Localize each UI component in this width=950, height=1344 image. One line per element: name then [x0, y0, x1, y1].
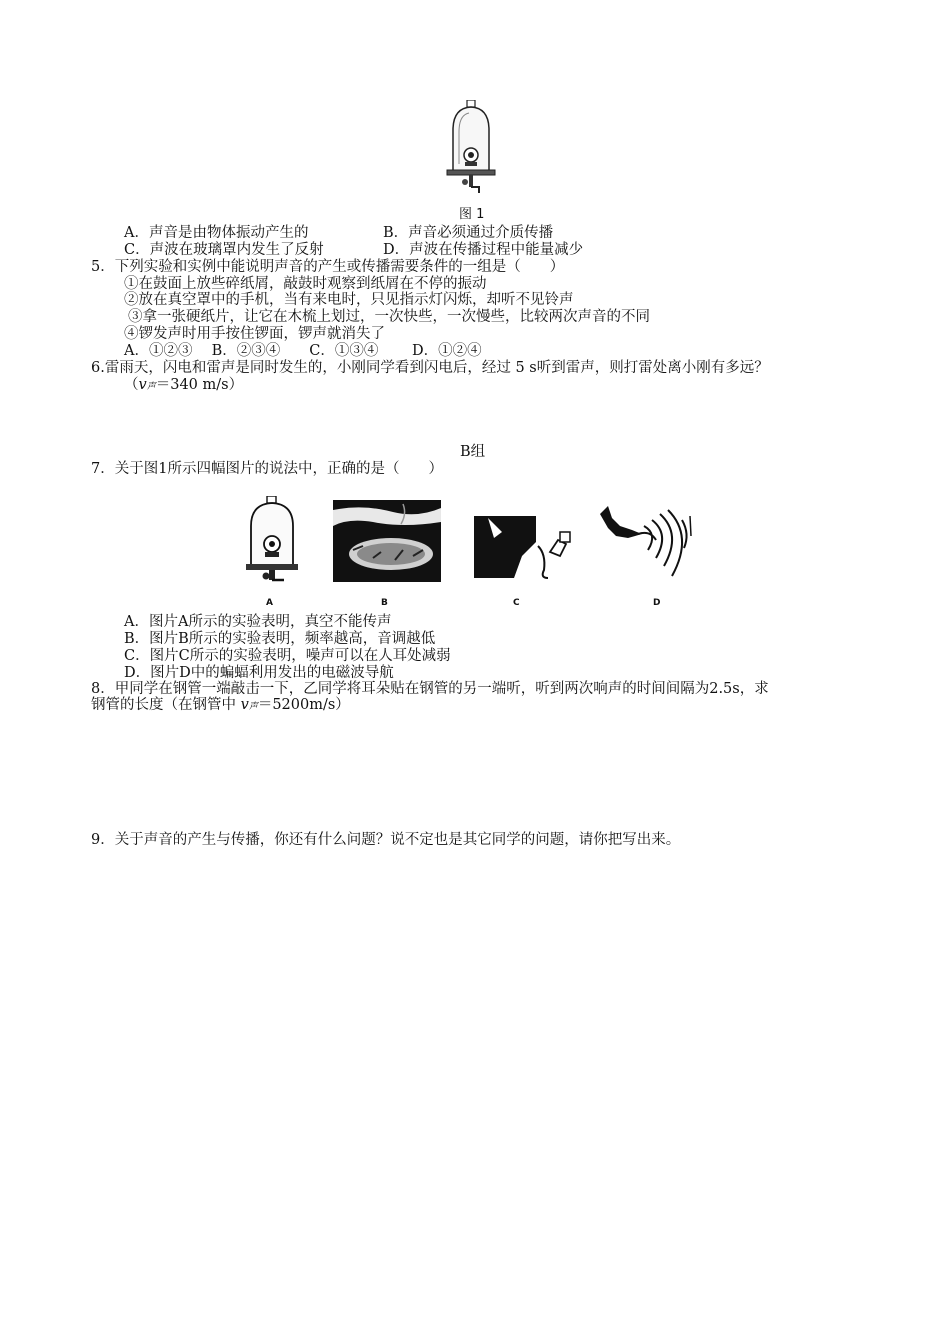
q8-line-2: 钢管的长度（在钢管中 v声＝5200m/s）	[91, 697, 350, 713]
q5-stem: 5．下列实验和实例中能说明声音的产生或传播需要条件的一组是（ ）	[91, 259, 565, 275]
picture-d-bat	[598, 504, 696, 586]
picture-b-label: B	[381, 598, 388, 608]
figure-1-caption: 图 1	[459, 207, 485, 222]
picture-b-drum	[333, 500, 441, 582]
q7-option-b: B．图片B所示的实验表明，频率越高，音调越低	[124, 631, 436, 647]
q5-options: A．①②③ B．②③④ C．①③④ D．①②④	[124, 343, 482, 359]
picture-d-label: D	[653, 598, 661, 608]
q5-item-4: ④锣发声时用手按住锣面，锣声就消失了	[124, 326, 385, 342]
q8-line-1: 8．甲同学在钢管一端敲击一下，乙同学将耳朵贴在钢管的另一端听，听到两次响声的时间间隔为2.5s，求	[91, 681, 769, 697]
q5-item-1: ①在鼓面上放些碎纸屑，敲鼓时观察到纸屑在不停的振动	[124, 276, 487, 292]
q4-option-a: A．声音是由物体振动产生的	[124, 225, 309, 241]
picture-c-ear	[474, 512, 574, 582]
q4-option-c: C．声波在玻璃罩内发生了反射	[124, 242, 324, 258]
picture-a-bell-jar	[244, 496, 300, 588]
picture-a-label: A	[266, 598, 273, 608]
q7-option-d: D．图片D中的蝙蝠利用发出的电磁波导航	[124, 665, 394, 681]
bell-jar-figure	[445, 100, 497, 198]
group-b-heading: B组	[460, 444, 486, 460]
q6-speed: （v声＝340 m/s）	[124, 377, 244, 393]
picture-c-label: C	[513, 598, 520, 608]
q4-option-d: D．声波在传播过程中能量减少	[383, 242, 584, 258]
q7-stem: 7．关于图1所示四幅图片的说法中，正确的是（ ）	[91, 461, 443, 477]
q7-option-c: C．图片C所示的实验表明，噪声可以在人耳处减弱	[124, 648, 451, 664]
q6-stem: 6.雷雨天，闪电和雷声是同时发生的，小刚同学看到闪电后，经过 5 s听到雷声，则打雷处离小刚有多远？	[91, 360, 769, 376]
q5-item-3: ③拿一张硬纸片，让它在木梳上划过，一次快些，一次慢些，比较两次声音的不同	[128, 309, 650, 325]
q7-option-a: A．图片A所示的实验表明，真空不能传声	[124, 614, 392, 630]
q4-option-b: B．声音必须通过介质传播	[383, 225, 554, 241]
q9-stem: 9．关于声音的产生与传播，你还有什么问题？说不定也是其它同学的问题，请你把写出来。	[91, 832, 681, 848]
q5-item-2: ②放在真空罩中的手机，当有来电时，只见指示灯闪烁，却听不见铃声	[124, 292, 574, 308]
